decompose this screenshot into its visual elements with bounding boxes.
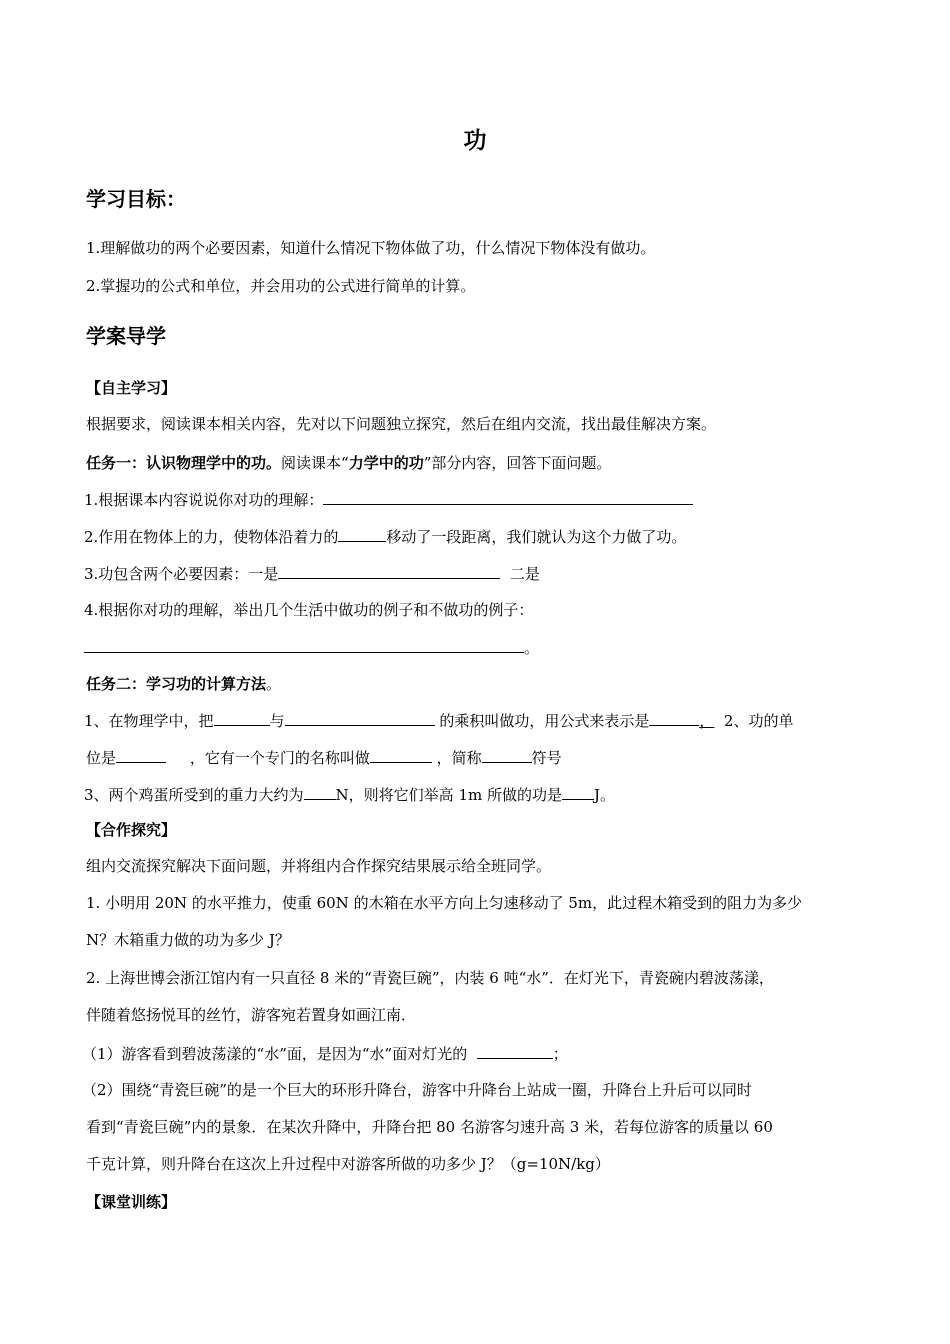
task2-l1-blank-2[interactable] (285, 710, 435, 726)
task1-q4: 4.根据你对功的理解，举出几个生活中做功的例子和不做功的例子： (84, 601, 534, 619)
task1-q3-blank[interactable] (278, 563, 500, 579)
task2-l3-blank-1[interactable] (304, 784, 336, 800)
task2-l1-text-e: 2、功的单 (723, 712, 794, 730)
coop-problem-2-line-1: 2. 上海世博会浙江馆内有一只直径 8 米的“青瓷巨碗”，内装 6 吨“水”．在灯光下，青瓷碗内碧波荡漾， (86, 969, 774, 987)
coop-p2-q1-blank[interactable] (477, 1043, 553, 1059)
task1-q1 (84, 489, 693, 510)
task2-line1 (84, 710, 793, 731)
task1-q1-blank[interactable] (323, 489, 693, 505)
task1-q4-answer (84, 637, 539, 658)
objective-item-1: 1.理解做功的两个必要因素，知道什么情况下物体做了功，什么情况下物体没有做功。 (86, 239, 656, 257)
task1-label: 任务一：认识物理学中的功。 (86, 454, 282, 472)
task1-q2-text-b: 移动了一段距离，我们就认为这个力做了功。 (386, 528, 687, 546)
self-study-label: 【自主学习】 (86, 379, 177, 397)
task1-q2-blank[interactable] (338, 526, 386, 542)
coop-problem-2-q2-line-3: 千克计算，则升降台在这次上升过程中对游客所做的功多少 J？（g=10N/kg） (86, 1155, 610, 1173)
task2-l2-blank-2[interactable] (370, 747, 432, 763)
coop-problem-2-line-2: 伴随着悠扬悦耳的丝竹，游客宛若置身如画江南． (86, 1006, 417, 1024)
task1-bold-term: 力学中的功 (348, 454, 424, 472)
task2-line2 (86, 747, 562, 768)
coop-problem-2-q1 (82, 1043, 568, 1064)
task2-l3-blank-2[interactable] (562, 784, 594, 800)
task2-l2-text-d: 符号 (531, 749, 562, 767)
objectives-heading: 学习目标： (86, 187, 186, 211)
task2-l1-text-b: 与 (269, 712, 285, 730)
task2-line3 (84, 784, 615, 805)
task2-l3-text-a: 3、两个鸡蛋所受到的重力大约为 (84, 786, 304, 804)
task2-l3-text-c: J。 (593, 786, 615, 804)
task1-q3-text-a: 3.功包含两个必要因素：一是 (84, 565, 279, 583)
task1-q4-blank[interactable] (84, 637, 524, 653)
task2-l1-blank-1[interactable] (214, 710, 270, 726)
coop-problem-2-q2-line-2: 看到“青瓷巨碗”内的景象．在某次升降中，升降台把 80 名游客匀速升高 3 米，若每位游客的质量以 60 (86, 1118, 773, 1136)
task2-l1-blank-3[interactable] (649, 710, 699, 726)
task1-q3-text-b: 二是 (509, 565, 540, 583)
task2-l1-text-c: 的乘积叫做功，用公式来表示是 (439, 712, 650, 730)
task1-text-a: 阅读课本“ (281, 454, 349, 472)
coop-problem-1-line-2: N？木箱重力做的功为多少 J？ (86, 931, 290, 949)
coop-intro: 组内交流探究解决下面问题，并将组内合作探究结果展示给全班同学。 (86, 857, 552, 875)
task2-l2-blank-1[interactable] (116, 747, 166, 763)
self-study-intro: 根据要求，阅读课本相关内容，先对以下问题独立探究，然后在组内交流，找出最佳解决方案。 (86, 415, 717, 433)
task2-l2-text-a: 位是 (86, 749, 117, 767)
task1-q2-text-a: 2.作用在物体上的力，使物体沿着力的 (84, 528, 339, 546)
guide-heading: 学案导学 (86, 324, 166, 348)
task2-l1-text-d: ， (699, 712, 715, 730)
practice-label: 【课堂训练】 (86, 1193, 177, 1211)
page-title: 功 (463, 128, 487, 154)
task2-label-end: 。 (266, 675, 282, 693)
coop-problem-2-q2-line-1: （2）围绕“青瓷巨碗”的是一个巨大的环形升降台，游客中升降台上站成一圈，升降台上升后可以同时 (82, 1081, 752, 1099)
task2-l3-text-b: N，则将它们举高 1m 所做的功是 (335, 786, 562, 804)
task1-q1-text: 1.根据课本内容说说你对功的理解： (84, 491, 324, 509)
coop-label: 【合作探究】 (86, 821, 177, 839)
coop-p2-q1-end: ； (552, 1045, 568, 1063)
task1-q2 (84, 526, 686, 547)
task1-q4-end: 。 (524, 639, 540, 657)
task2-label: 任务二：学习功的计算方法 (86, 675, 267, 693)
task1-q3 (84, 563, 540, 584)
coop-problem-1-line-1: 1. 小明用 20N 的水平推力，使重 60N 的木箱在水平方向上匀速移动了 5m，此过程木箱受到的阻力为多少 (86, 894, 803, 912)
task2-heading (86, 674, 281, 694)
task1-text-b: ”部分内容，回答下面问题。 (423, 454, 612, 472)
task2-l1-text-a: 1、在物理学中，把 (84, 712, 214, 730)
task2-l2-blank-3[interactable] (482, 747, 532, 763)
task2-l2-text-b: ，它有一个专门的名称叫做 (189, 749, 370, 767)
coop-p2-q1-text: （1）游客看到碧波荡漾的“水”面，是因为“水”面对灯光的 (82, 1045, 468, 1063)
task1-line (86, 453, 611, 473)
objective-item-2: 2.掌握功的公式和单位，并会用功的公式进行简单的计算。 (86, 277, 476, 295)
task2-l2-text-c: ，简称 (436, 749, 482, 767)
